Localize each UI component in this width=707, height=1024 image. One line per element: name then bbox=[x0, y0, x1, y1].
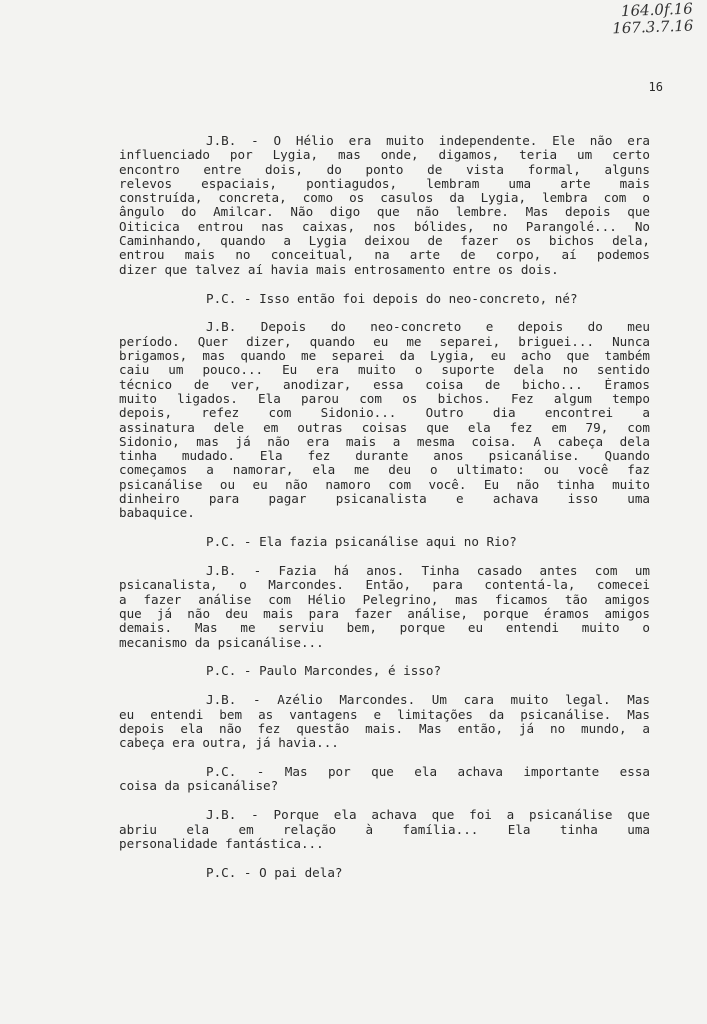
transcript-line: dinheiro para pagar psicanalista e achava isso uma bbox=[119, 492, 650, 507]
transcript-line: coisa da psicanálise? bbox=[119, 779, 279, 794]
transcript-line: J.B. - O Hélio era muito independente. Ele não era bbox=[206, 134, 650, 148]
transcript-line: relevos espaciais, pontiagudos, lembram uma arte mais bbox=[119, 176, 650, 191]
page-number: 16 bbox=[648, 80, 663, 94]
transcript-paragraph bbox=[119, 808, 650, 851]
transcript-line: J.B. - Fazia há anos. Tinha casado antes com um bbox=[206, 564, 650, 579]
transcript-line: P.C. - Mas por que ela achava importante essa bbox=[206, 765, 650, 780]
transcript-line: técnico de ver, anodizar, essa coisa de bicho... Éramos bbox=[119, 377, 650, 392]
transcript-line: período. Quer dizer, quando eu me separei, briguei... Nunca bbox=[119, 334, 650, 349]
transcript-line: babaquice. bbox=[119, 506, 195, 521]
transcript-line: depois, refez com Sidonio... Outro dia encontrei a bbox=[119, 406, 650, 421]
transcript-line: assinatura dele em outras coisas que ela fez em 79, com bbox=[119, 420, 650, 435]
transcript-line: P.C. - O pai dela? bbox=[206, 865, 343, 880]
transcript-paragraph bbox=[119, 535, 650, 549]
transcript-paragraph bbox=[119, 320, 650, 520]
transcript-line: entrou mais no conceitual, na arte de corpo, aí podemos bbox=[119, 248, 650, 263]
transcript-paragraph bbox=[119, 664, 650, 678]
transcript-line: Oiticica entrou nas caixas, nos bólides, no Parangolé... No bbox=[119, 219, 650, 234]
transcript-line: psicanalista, o Marcondes. Então, para contentá-la, comecei bbox=[119, 578, 650, 593]
transcript-line: abriu ela em relação à família... Ela tinha uma bbox=[119, 822, 650, 837]
transcript-line: psicanálise ou eu não namoro com você. Eu não tinha muito bbox=[119, 477, 650, 492]
transcript-line: influenciado por Lygia, mas onde, digamos, teria um certo bbox=[119, 148, 650, 163]
archive-code-annotation bbox=[611, 1, 693, 38]
transcript-line: ângulo do Amilcar. Não digo que não lembre. Mas depois que bbox=[119, 205, 650, 220]
transcript-line: depois ela não fez questão mais. Mas então, já no mundo, a bbox=[119, 721, 650, 736]
transcript-line: tinha mudado. Ela fez durante anos psicanálise. Quando bbox=[119, 449, 650, 464]
transcript-line: começamos a namorar, ela me deu o ultimato: ou você faz bbox=[119, 463, 650, 478]
transcript-line: Caminhando, quando a Lygia deixou de fazer os bichos dela, bbox=[119, 234, 650, 249]
transcript-line: P.C. - Isso então foi depois do neo-concreto, né? bbox=[206, 291, 578, 306]
transcript-line: eu entendi bem as vantagens e limitações da psicanálise. Mas bbox=[119, 707, 650, 722]
transcript-paragraph bbox=[119, 564, 650, 650]
transcript-paragraph bbox=[119, 693, 650, 750]
archive-code-line: 167.3.7.16 bbox=[611, 16, 694, 38]
transcript-line: encontro entre dois, do ponto de vista formal, alguns bbox=[119, 162, 650, 177]
transcript-line: brigamos, mas quando me separei da Lygia, eu acho que também bbox=[119, 349, 650, 364]
transcript-line: demais. Mas me serviu bem, porque eu entendi muito o bbox=[119, 621, 650, 636]
transcript-paragraph bbox=[119, 134, 650, 277]
transcript-paragraph bbox=[119, 765, 650, 794]
transcript-line: a fazer análise com Hélio Pelegrino, mas ficamos tão amigos bbox=[119, 592, 650, 607]
transcript-line: muito ligados. Ela parou com os bichos. Fez algum tempo bbox=[119, 391, 650, 406]
transcript-paragraph bbox=[119, 292, 650, 306]
transcript-line: J.B. Depois do neo-concreto e depois do meu bbox=[206, 320, 650, 335]
transcript-line: J.B. - Azélio Marcondes. Um cara muito legal. Mas bbox=[206, 693, 650, 708]
transcript-line: que já não deu mais para fazer análise, porque éramos amigos bbox=[119, 606, 650, 621]
transcript-line: P.C. - Paulo Marcondes, é isso? bbox=[206, 664, 442, 679]
transcript-line: P.C. - Ela fazia psicanálise aqui no Rio? bbox=[206, 535, 517, 550]
transcript-line: J.B. - Porque ela achava que foi a psicanálise que bbox=[206, 808, 650, 823]
transcript-line: dizer que talvez aí havia mais entrosamento entre os dois. bbox=[119, 262, 559, 277]
transcript-line: construída, concreta, como os casulos da Lygia, lembra com o bbox=[119, 191, 650, 206]
transcript-paragraph bbox=[119, 866, 650, 880]
transcript-line: mecanismo da psicanálise... bbox=[119, 635, 324, 650]
transcript-line: cabeça era outra, já havia... bbox=[119, 736, 339, 751]
transcript-line: Sidonio, mas já não era mais a mesma coisa. A cabeça dela bbox=[119, 434, 650, 449]
transcript-line: personalidade fantástica... bbox=[119, 836, 324, 851]
transcript-line: caiu um pouco... Eu era muito o suporte dela no sentido bbox=[119, 363, 650, 378]
transcript-body bbox=[119, 134, 650, 895]
archive-code-line: 164.0f.16 bbox=[620, 0, 693, 21]
